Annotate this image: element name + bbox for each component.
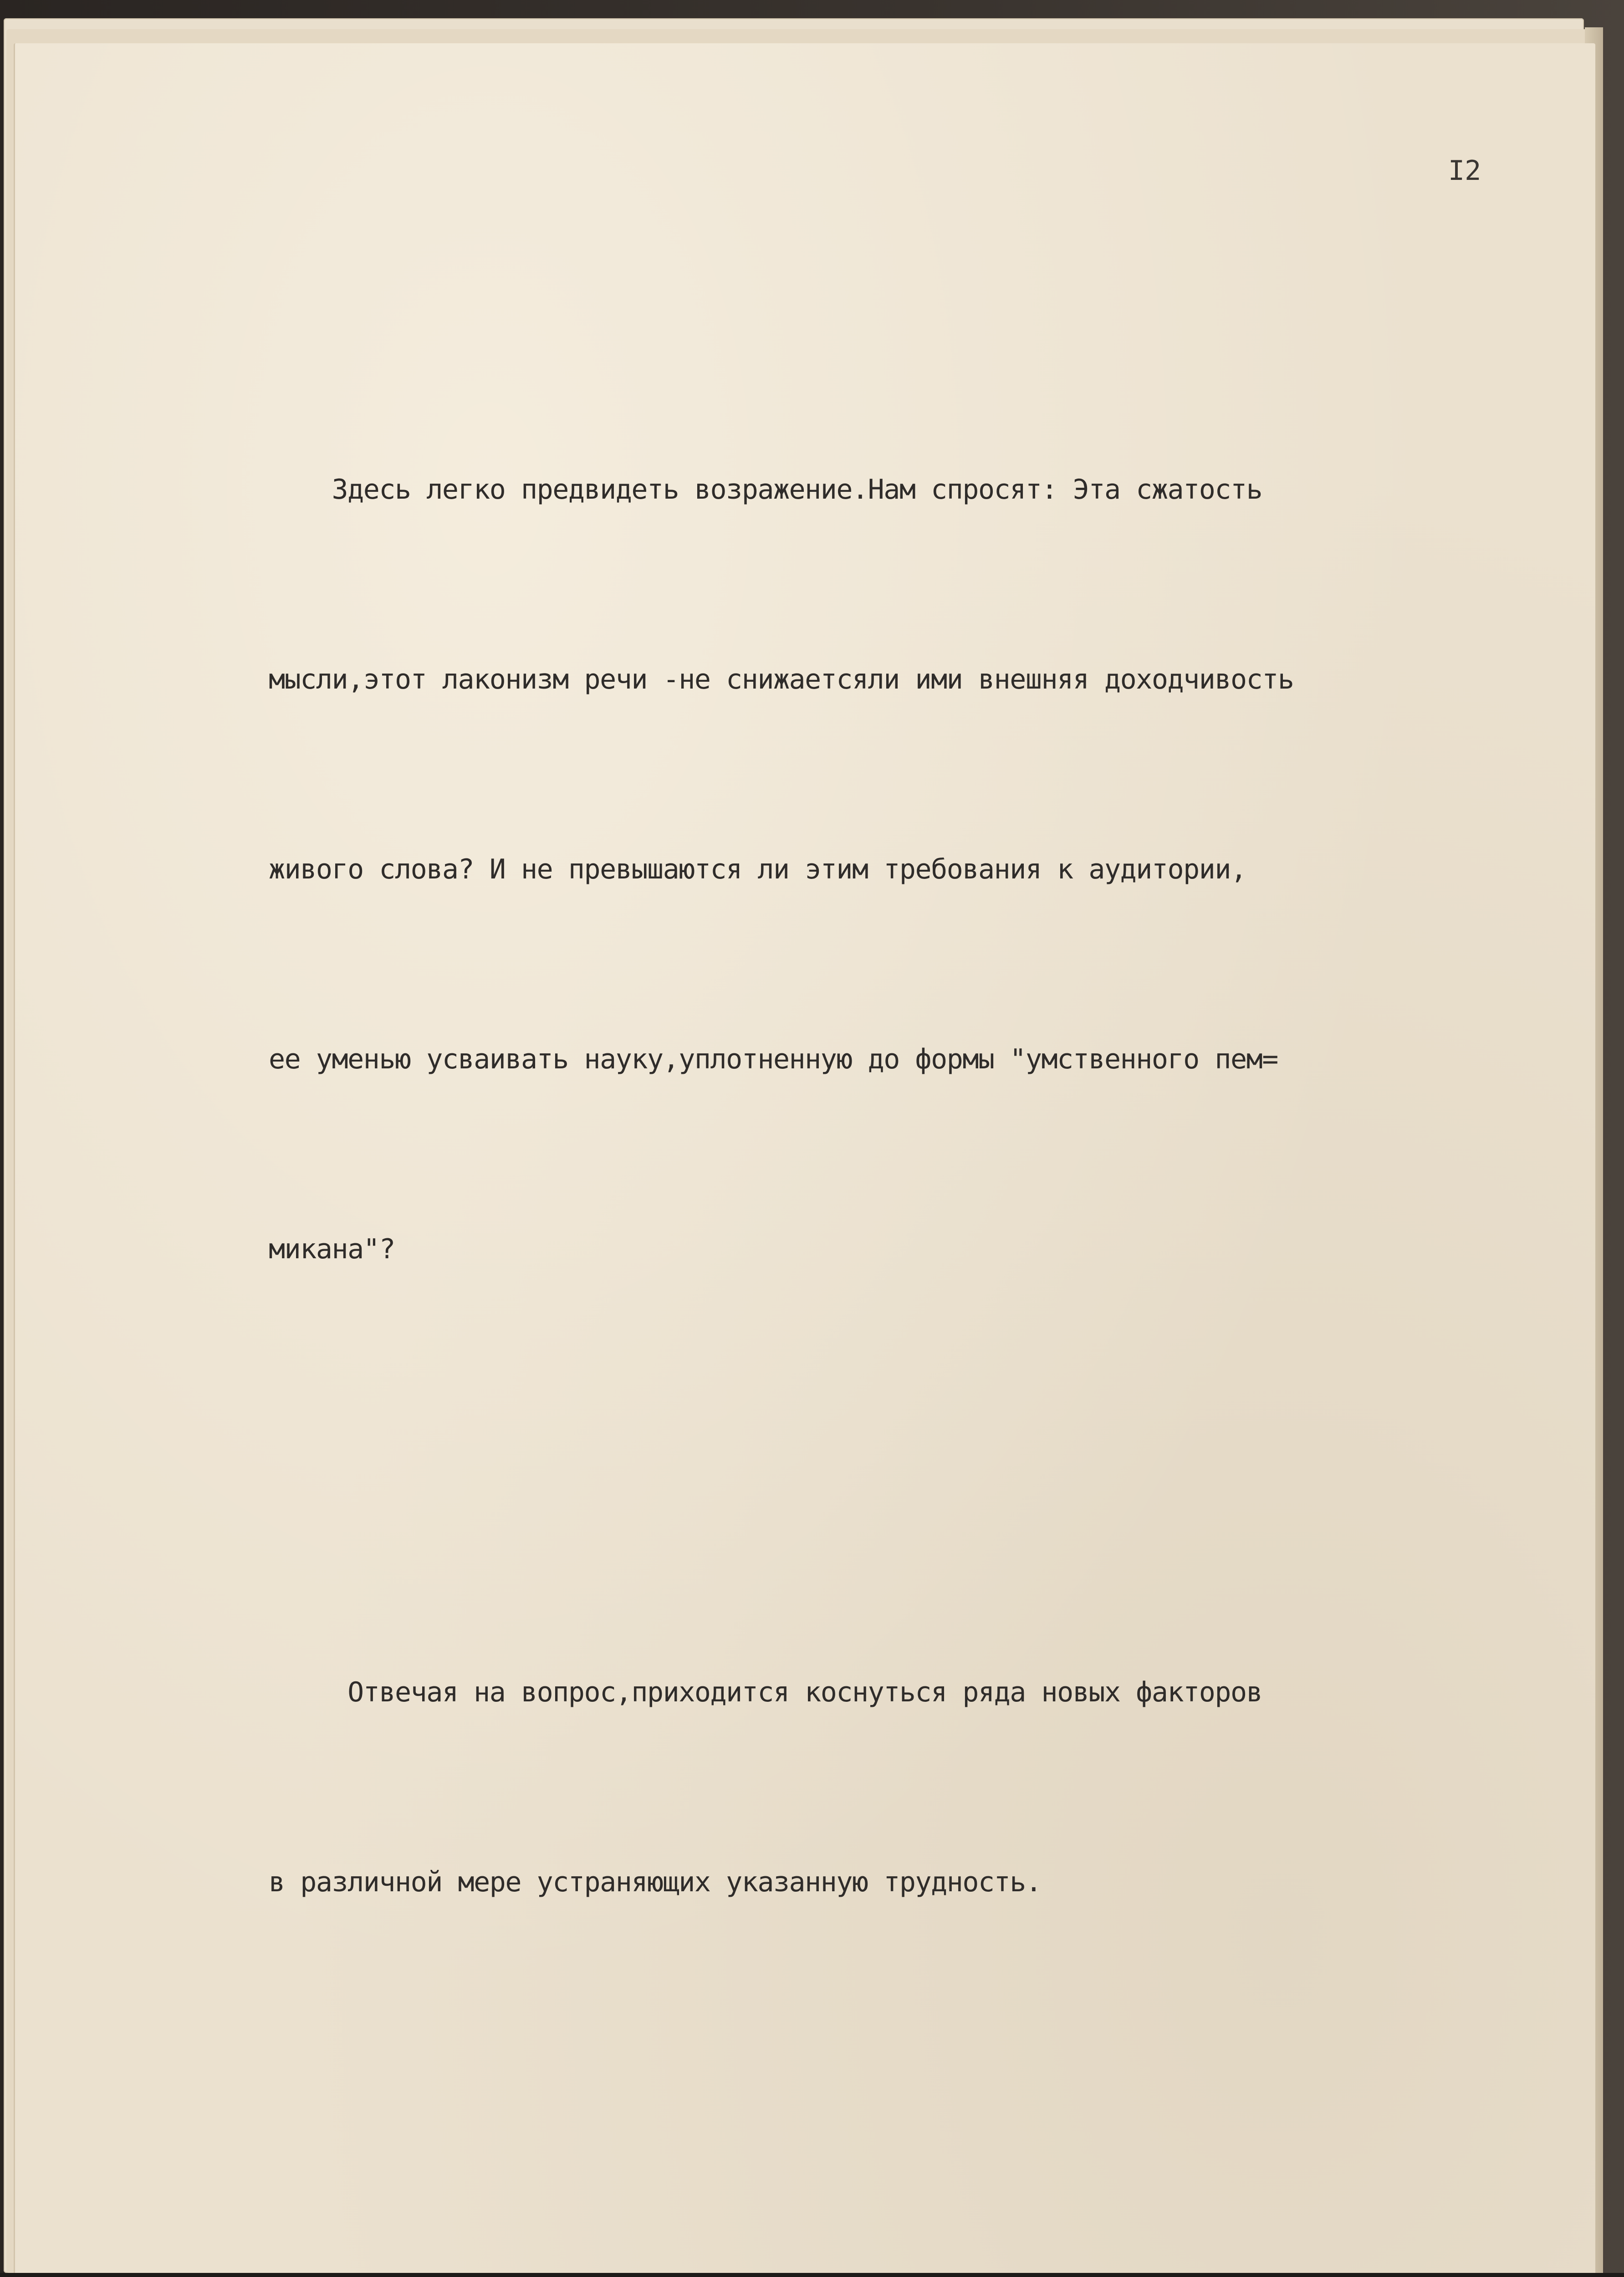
text-line: мысли,этот лаконизм речи -не снижаетсяли ими внешняя доходчивость	[269, 664, 1294, 695]
page-body	[269, 205, 1580, 2277]
text-line: Отвечая на вопрос,приходится коснуться ряда новых факторов	[269, 1676, 1262, 1708]
text-line: микана"?	[269, 1233, 395, 1265]
text-line: Здесь легко предвидеть возражение.Нам спросят: Эта сжатость	[269, 474, 1262, 505]
paragraph-answer	[269, 1534, 1580, 2041]
page-number: I2	[1448, 155, 1481, 187]
paragraph-objection	[269, 332, 1580, 1408]
paragraph-method	[269, 2167, 1580, 2277]
text-line: ее уменью усваивать науку,уплотненную до формы "умственного пем=	[269, 1043, 1278, 1075]
text-line: в различной мере устраняющих указанную трудность.	[269, 1866, 1042, 1898]
text-line: живого слова? И не превышаются ли этим требования к аудитории,	[269, 853, 1246, 885]
